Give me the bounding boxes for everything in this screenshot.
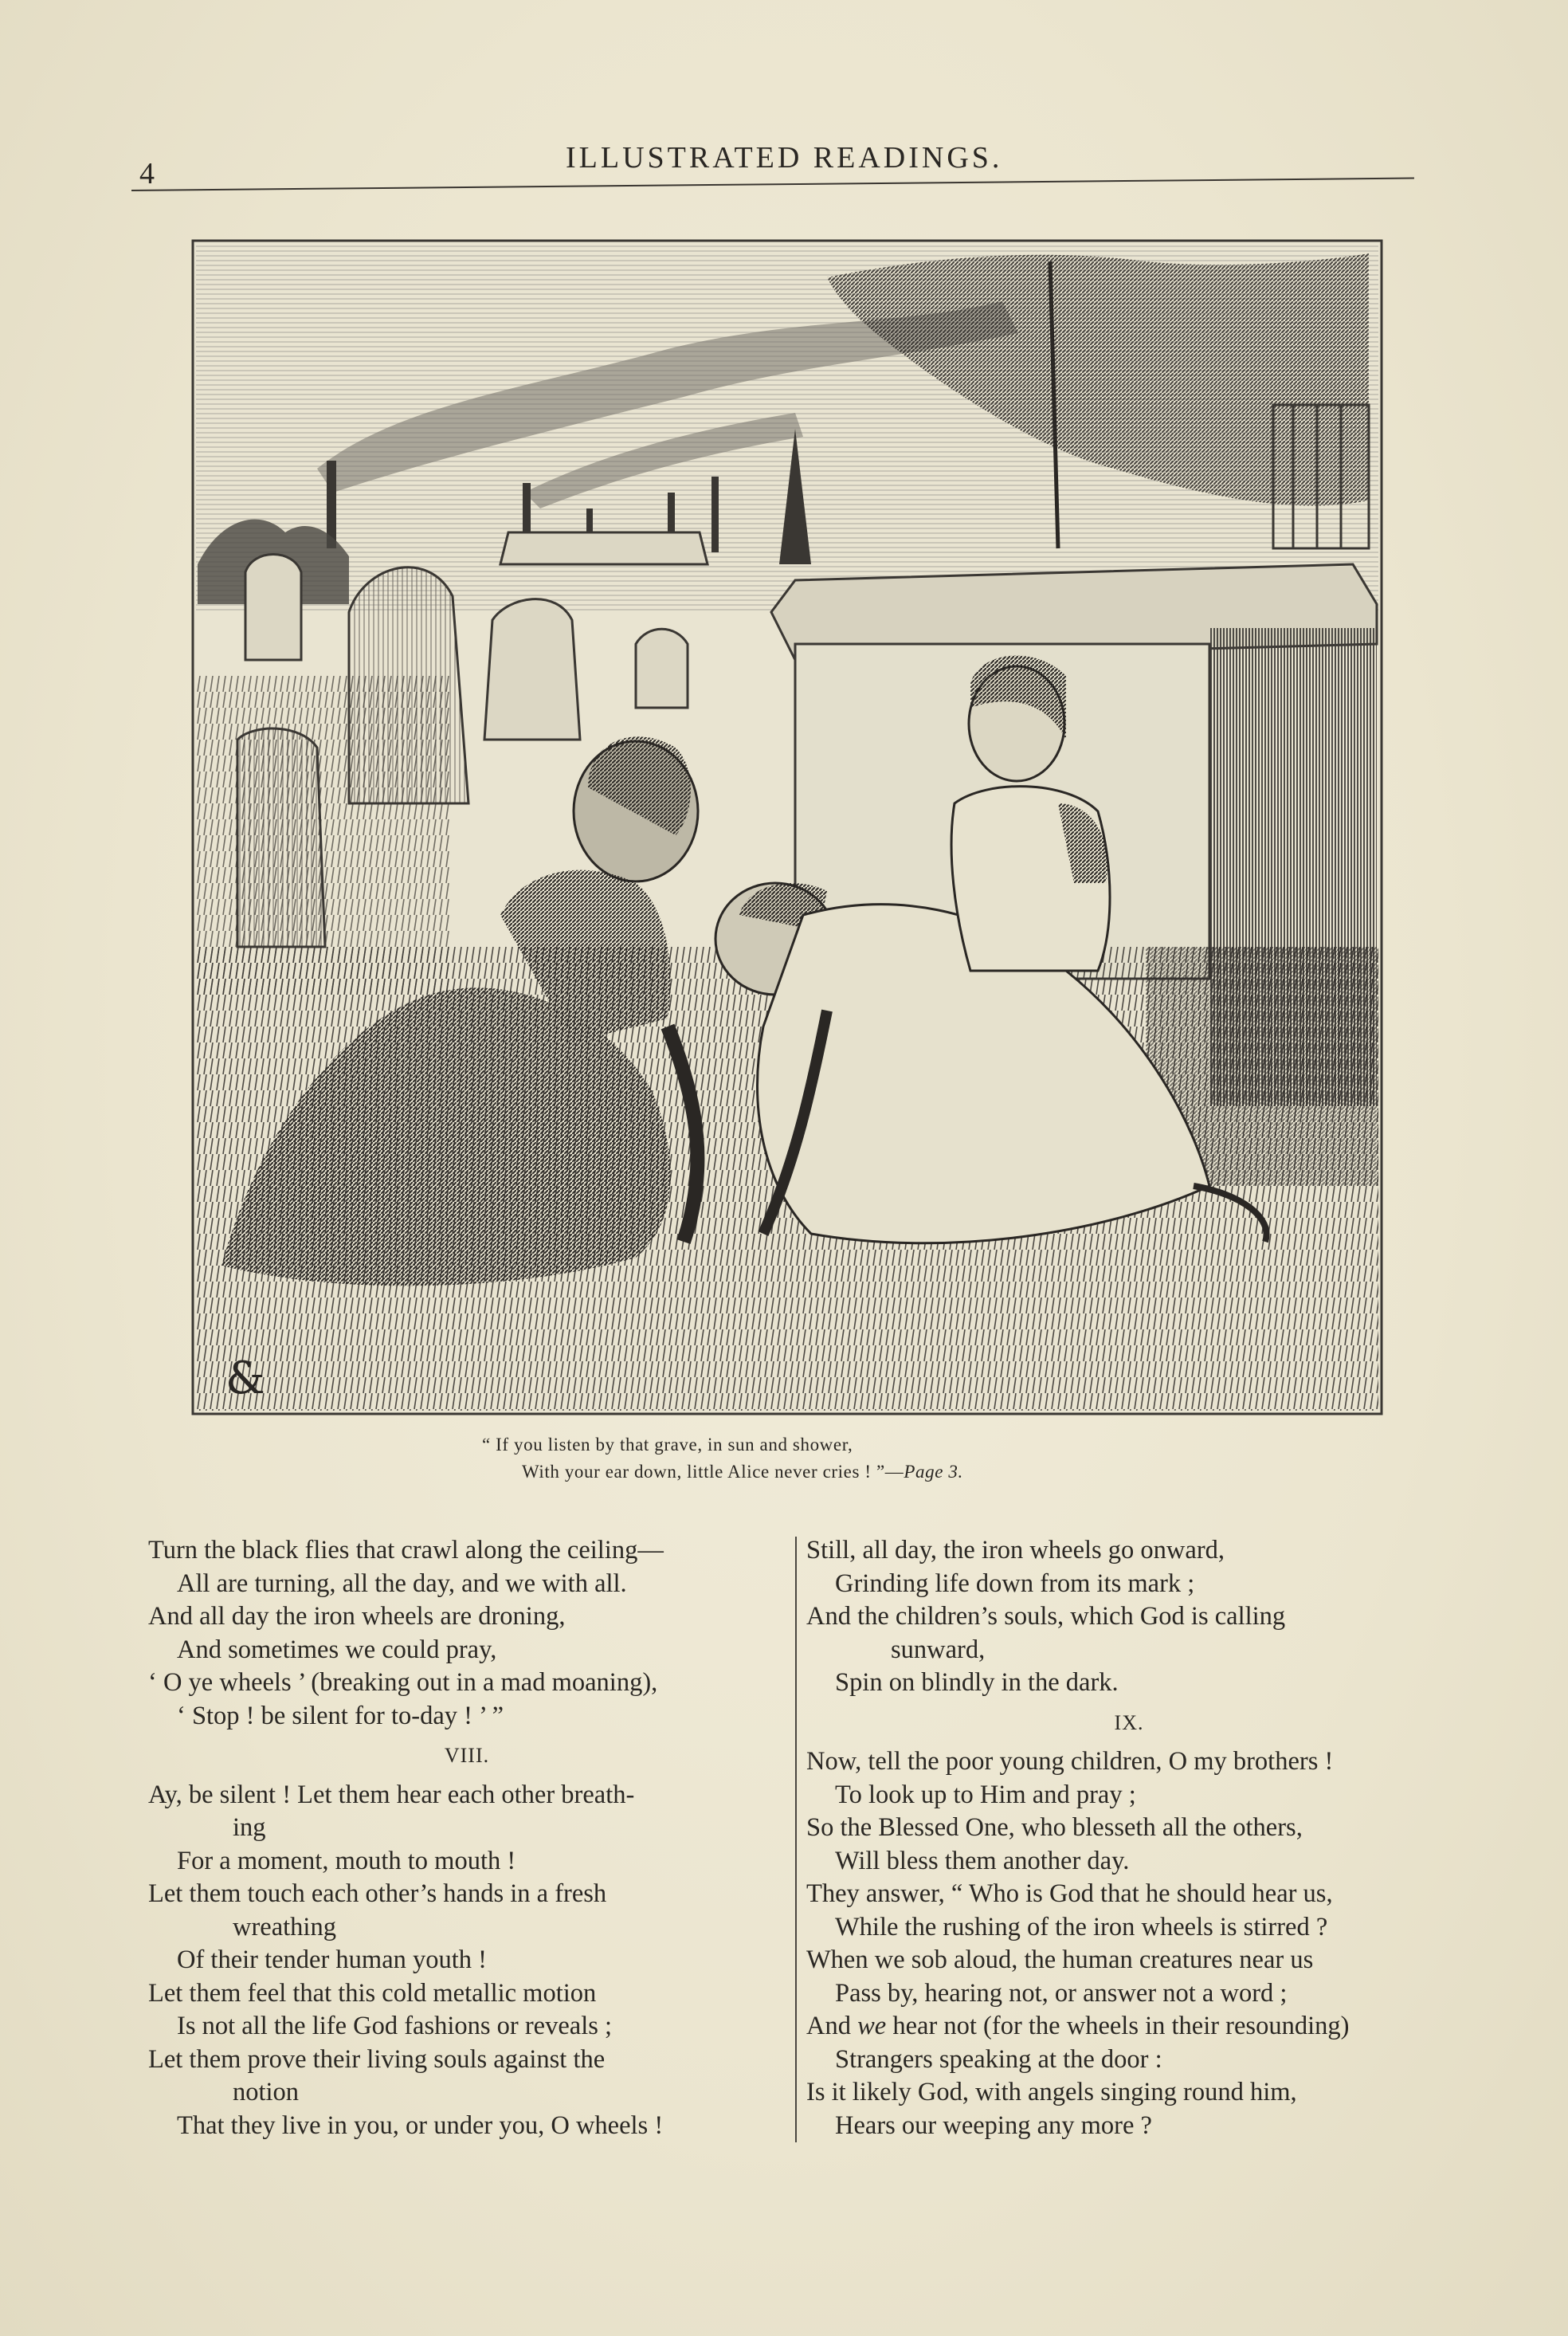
verse-line: Spin on blindly in the dark. [835,1668,1119,1697]
artist-monogram: & [225,1353,265,1404]
verse-line: That they live in you, or under you, O wheels ! [177,2110,664,2140]
verse-line: Let them touch each other’s hands in a fresh [148,1879,607,1908]
stanza-number-viii: VIII. [444,1744,490,1767]
poem-left-column [148,1534,786,2142]
caption-page-ref: Page 3. [904,1462,963,1482]
verse-line: And all day the iron wheels are droning, [148,1602,566,1631]
verse-line: Grinding life down from its mark ; [835,1568,1195,1598]
verse-line: So the Blessed One, who blesseth all the others, [806,1813,1303,1842]
header-rule [131,178,1414,191]
verse-fragment: And [806,2012,858,2040]
verse-line: Will bless them another day. [835,1846,1130,1875]
engraving-illustration [190,230,1385,1419]
verse-line: And sometimes we could pray, [177,1635,497,1664]
caption-line-2-text: With your ear down, little Alice never cries ! ”— [522,1462,904,1482]
verse-line: ing [233,1813,266,1842]
verse-emphasis: we [857,2012,887,2040]
verse-line: To look up to Him and pray ; [835,1780,1136,1809]
verse-line: wreathing [233,1912,336,1941]
verse-line: ‘ Stop ! be silent for to-day ! ’ ” [177,1701,504,1730]
verse-line: When we sob aloud, the human creatures near us [806,1945,1314,1974]
verse-line: Turn the black flies that crawl along the ceiling— [148,1536,664,1565]
verse-line: sunward, [891,1635,986,1664]
verse-line: While the rushing of the iron wheels is stirred ? [835,1912,1328,1941]
verse-line: notion [233,2078,300,2106]
verse-line: Let them feel that this cold metallic motion [148,1978,597,2008]
page-number: 4 [139,157,155,190]
verse-line: Let them prove their living souls against the [148,2044,606,2074]
verse-line: All are turning, all the day, and we with all. [177,1568,627,1598]
verse-line [806,2010,1452,2044]
verse-line: Pass by, hearing not, or answer not a word ; [835,1978,1288,2008]
verse-line: Hears our weeping any more ? [835,2110,1152,2140]
graveyard-scene-drawing [190,230,1385,1419]
verse-line: For a moment, mouth to mouth ! [177,1846,516,1875]
verse-line: Ay, be silent ! Let them hear each other breath- [148,1780,635,1809]
page-header [131,135,1414,191]
column-divider [795,1537,797,2142]
caption-line-1: “ If you listen by that grave, in sun and shower, [482,1435,853,1455]
verse-line: Still, all day, the iron wheels go onward, [806,1536,1225,1565]
verse-line: They answer, “ Who is God that he should hear us, [806,1879,1333,1908]
verse-line: Now, tell the poor young children, O my brothers ! [806,1747,1334,1776]
verse-line: Is it likely God, with angels singing round him, [806,2078,1297,2106]
poem-right-column [806,1534,1452,2142]
verse-line: Of their tender human youth ! [177,1945,487,1974]
running-title: ILLUSTRATED READINGS. [566,141,1003,175]
verse-fragment: hear not (for the wheels in their resounding) [886,2012,1350,2040]
stanza-number-ix: IX. [1114,1710,1144,1734]
verse-line: ‘ O ye wheels ’ (breaking out in a mad moaning), [148,1668,658,1697]
verse-line: And the children’s souls, which God is calling [806,1602,1286,1631]
caption-line-2 [0,1462,1568,1482]
verse-line: Strangers speaking at the door : [835,2044,1162,2074]
verse-line: Is not all the life God fashions or reveals ; [177,2012,613,2040]
